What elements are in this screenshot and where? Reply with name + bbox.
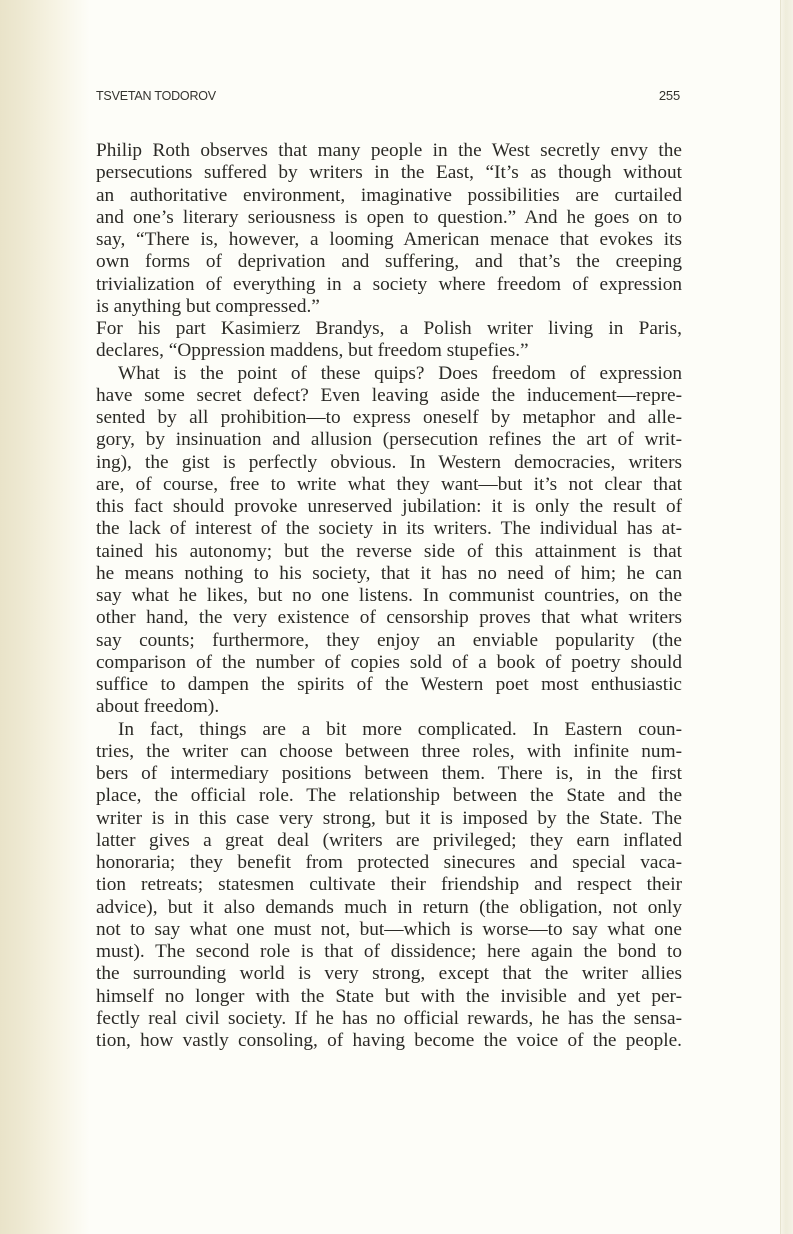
text-line: place, the official role. The relationship between the State and the	[96, 785, 682, 807]
text-line: Philip Roth observes that many people in the West secretly envy the	[96, 140, 682, 161]
text-line: persecutions suffered by writers in the East, “It’s as though without	[96, 162, 682, 184]
page-number: 255	[658, 88, 680, 103]
text-line: have some secret defect? Even leaving aside the inducement—repre-	[96, 384, 682, 406]
running-head-author: TSVETAN TODOROV	[96, 89, 216, 103]
text-line: gory, by insinuation and allusion (persecution refines the art of writ-	[96, 429, 682, 451]
text-line: he means nothing to his society, that it has no need of him; he can	[96, 562, 682, 584]
text-line: advice), but it also demands much in return (the obligation, not only	[96, 896, 682, 918]
text-line: say what he likes, but no one listens. In communist countries, on the	[96, 585, 682, 606]
text-line: is anything but compressed.”	[96, 295, 320, 317]
text-line: the surrounding world is very strong, except that the writer allies	[96, 963, 682, 985]
text-line: not to say what one must not, but—which is worse—to say what one	[96, 918, 682, 940]
text-line: declares, “Oppression maddens, but freedom stupefies.”	[96, 340, 529, 362]
text-line: must). The second role is that of dissidence; here again the bond to	[96, 941, 682, 962]
text-line: In fact, things are a bit more complicated. In Eastern coun-	[118, 718, 682, 740]
text-line: and one’s literary seriousness is open to question.” And he goes on to	[96, 206, 682, 228]
text-line: ing), the gist is perfectly obvious. In Western democracies, writers	[96, 451, 682, 473]
text-line: tained his autonomy; but the reverse side of this attainment is that	[96, 540, 682, 562]
text-line: himself no longer with the State but with the invisible and yet per-	[96, 985, 682, 1007]
text-line: trivialization of everything in a society where freedom of expression	[96, 273, 682, 295]
text-line: comparison of the number of copies sold of a book of poetry should	[96, 651, 682, 673]
text-line: tries, the writer can choose between three roles, with infinite num-	[96, 740, 682, 762]
running-head	[96, 88, 682, 103]
text-line: this fact should provoke unreserved jubilation: it is only the result of	[96, 496, 682, 517]
text-line: writer is in this case very strong, but it is imposed by the State. The	[96, 807, 682, 829]
text-line: What is the point of these quips? Does freedom of expression	[118, 362, 682, 384]
text-line: say counts; furthermore, they enjoy an enviable popularity (the	[96, 629, 682, 651]
page-edge-strip	[780, 0, 793, 1234]
text-line: honoraria; they benefit from protected sinecures and special vaca-	[96, 852, 682, 873]
text-line: other hand, the very existence of censorship proves that what writers	[96, 607, 682, 629]
text-line: tion, how vastly consoling, of having become the voice of the people.	[96, 1030, 682, 1051]
text-line: suffice to dampen the spirits of the Western poet most enthusiastic	[96, 674, 682, 695]
text-line: latter gives a great deal (writers are privileged; they earn inflated	[96, 829, 682, 851]
text-line: fectly real civil society. If he has no official rewards, he has the sensa-	[96, 1007, 682, 1029]
text-line: about freedom).	[96, 696, 220, 718]
text-line: sented by all prohibition—to express oneself by metaphor and alle-	[96, 407, 682, 428]
text-line: are, of course, free to write what they want—but it’s not clear that	[96, 473, 682, 495]
text-line: an authoritative environment, imaginative possibilities are curtailed	[96, 184, 682, 206]
text-line: For his part Kasimierz Brandys, a Polish writer living in Paris,	[96, 318, 682, 339]
page-gutter-shadow	[0, 0, 90, 1234]
text-line: own forms of deprivation and suffering, and that’s the creeping	[96, 251, 682, 273]
text-line: the lack of interest of the society in its writers. The individual has at-	[96, 518, 682, 540]
text-line: say, “There is, however, a looming American menace that evokes its	[96, 229, 682, 250]
body-text	[96, 140, 682, 1052]
text-line: bers of intermediary positions between them. There is, in the first	[96, 763, 682, 784]
text-line: tion retreats; statesmen cultivate their friendship and respect their	[96, 874, 682, 896]
